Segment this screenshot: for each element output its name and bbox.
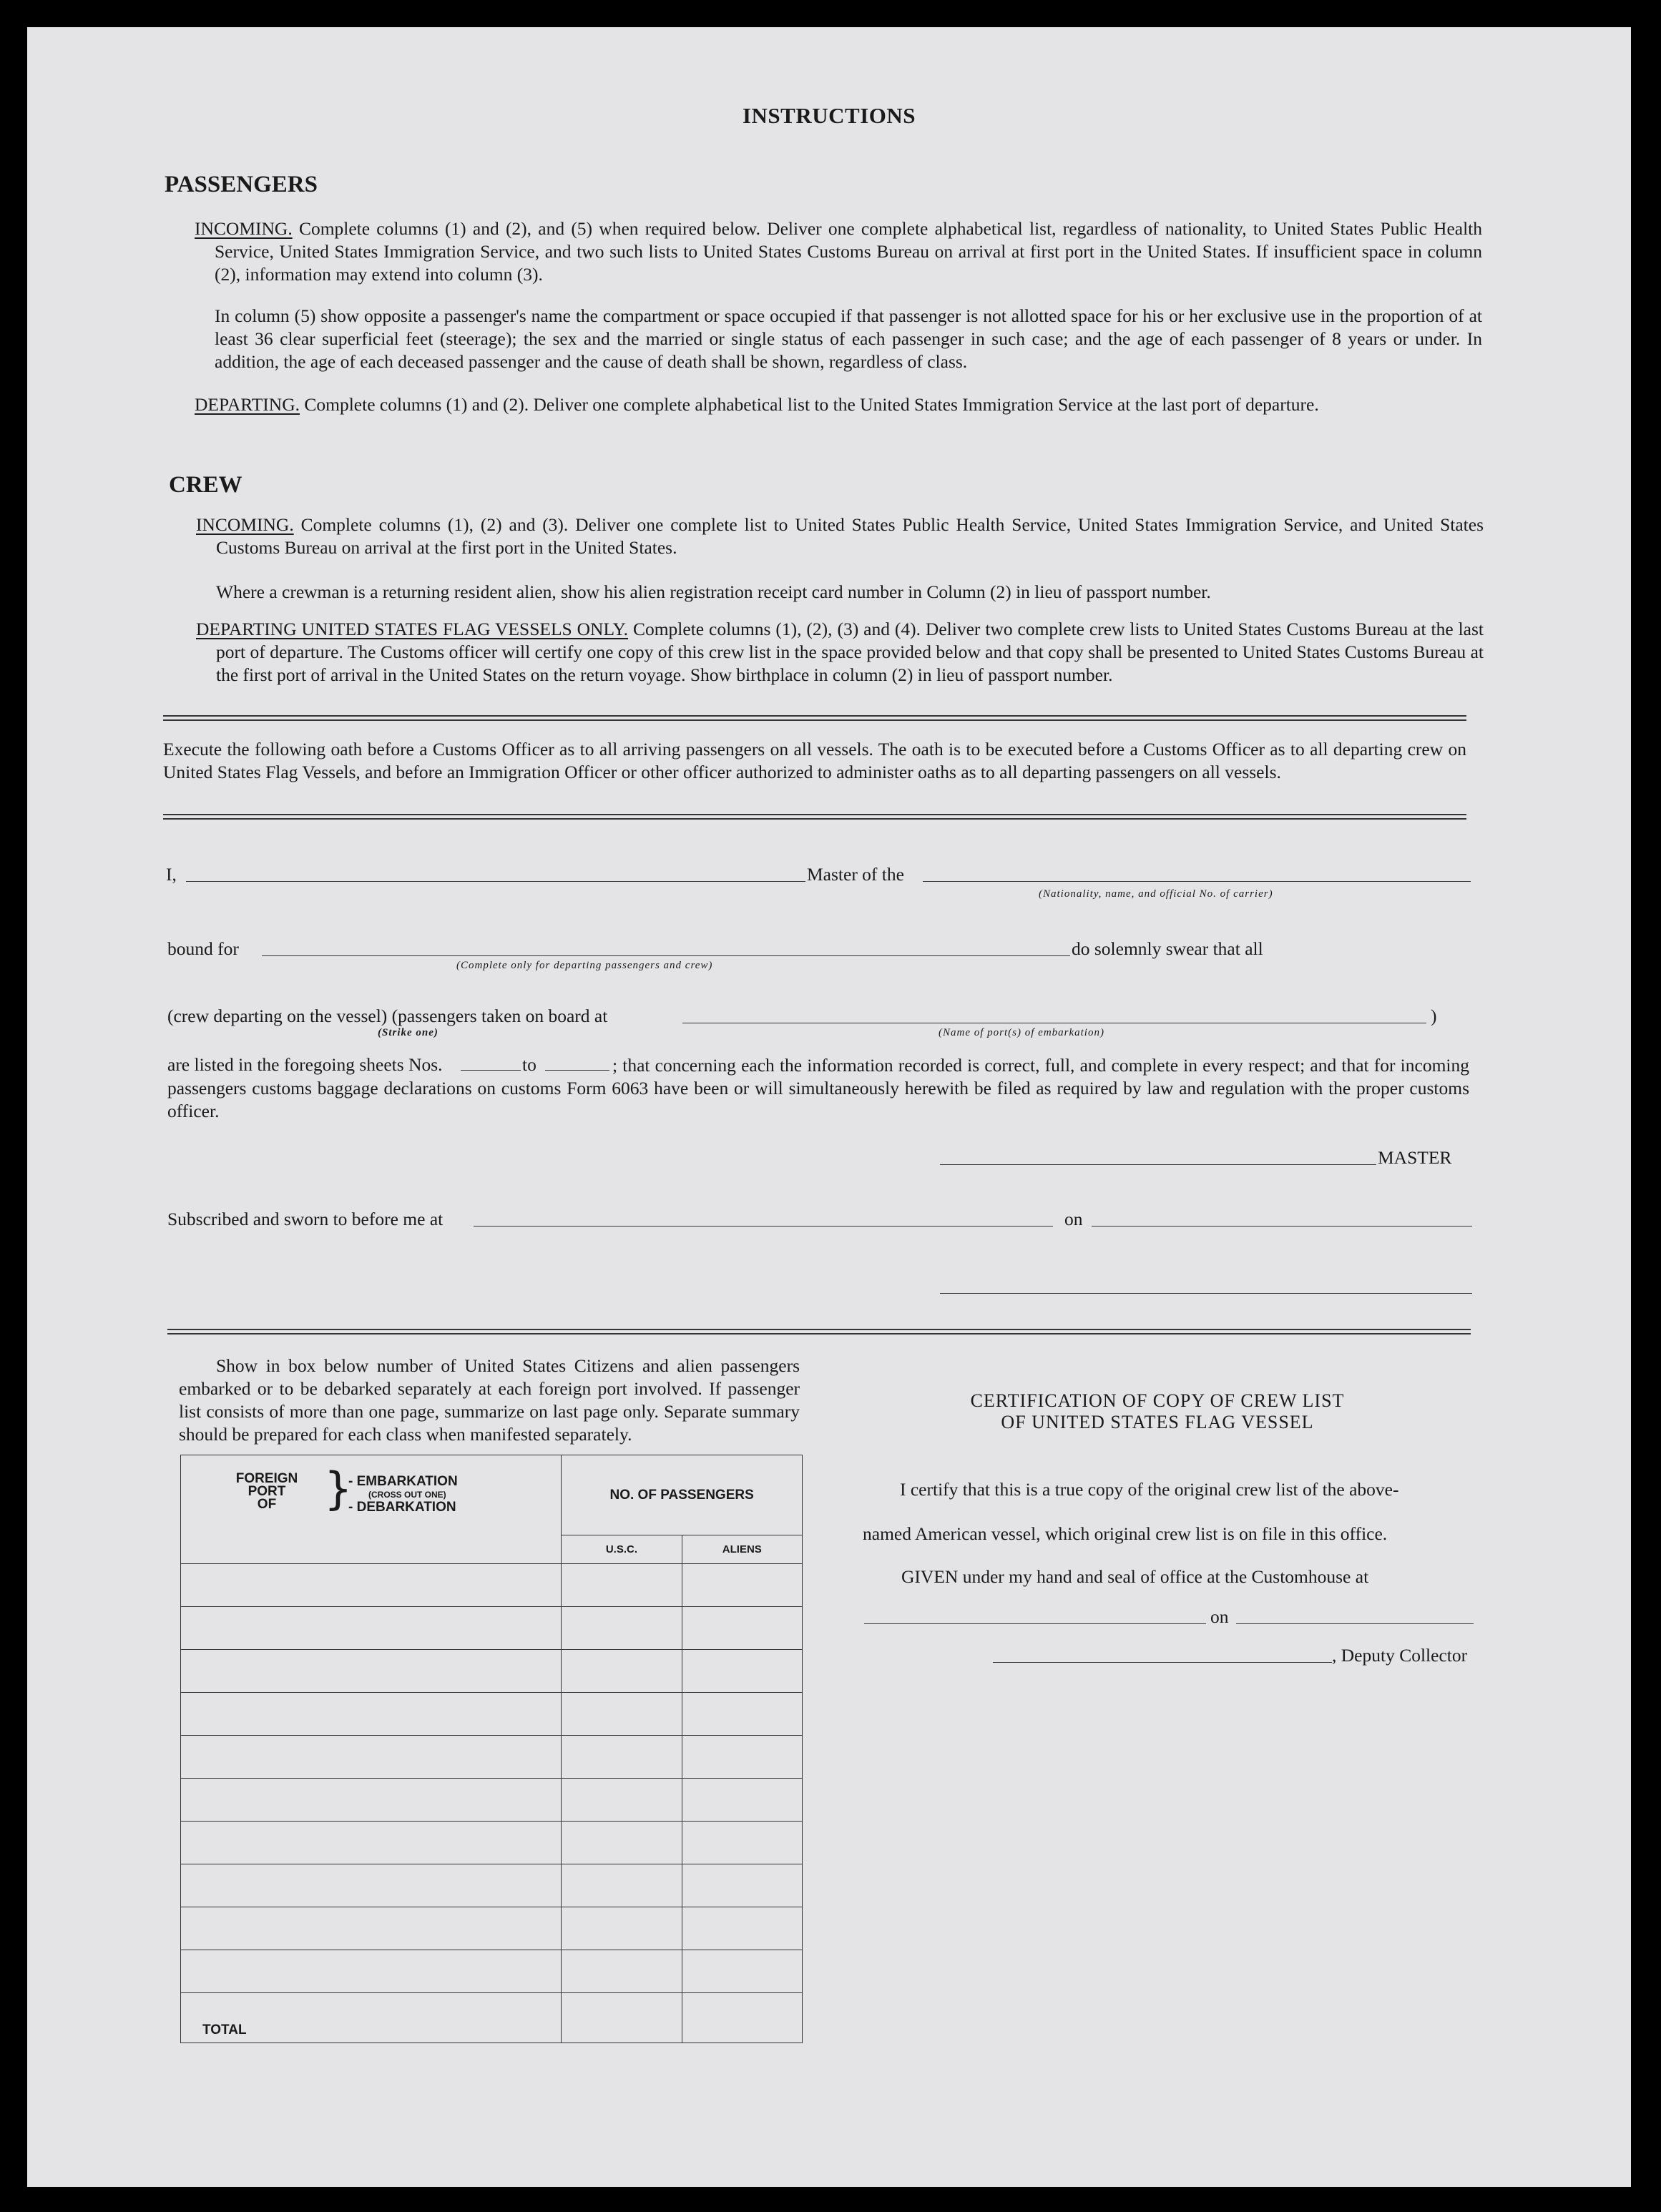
foreign-label: FOREIGN xyxy=(235,1471,298,1486)
crew-alien-paragraph: Where a crewman is a returning resident alien, show his alien registration receipt card number in Column (2) in lieu of passport number. xyxy=(216,581,1211,602)
crew-departing-label: DEPARTING UNITED STATES FLAG VESSELS ONLY. xyxy=(196,619,629,639)
carrier-field[interactable] xyxy=(923,881,1471,882)
certify-line2: named American vessel, which original crew list is on file in this office. xyxy=(863,1523,1388,1544)
cross-out-label: (CROSS OUT ONE) xyxy=(368,1490,446,1500)
oath-bound-for: bound for xyxy=(167,938,239,959)
ports-caption: (Name of port(s) of embarkation) xyxy=(939,1027,1104,1038)
aliens-header: ALIENS xyxy=(682,1535,802,1564)
table-row[interactable] xyxy=(181,1736,803,1779)
table-row[interactable] xyxy=(181,1864,803,1907)
table-row[interactable] xyxy=(181,1822,803,1864)
double-rule xyxy=(163,814,1466,820)
customhouse-field[interactable] xyxy=(864,1623,1206,1624)
given-line: GIVEN under my hand and seal of office at the Customhouse at xyxy=(901,1566,1369,1587)
passenger-summary-table xyxy=(180,1455,803,2043)
passengers-incoming-paragraph xyxy=(195,217,1483,286)
sworn-date-field[interactable] xyxy=(1092,1226,1472,1227)
certification-date-field[interactable] xyxy=(1236,1623,1474,1624)
oath-instructions: Execute the following oath before a Customs Officer as to all arriving passengers on all vessels. The oath is to be executed before a Customs Officer as to all departing crew on United States Flag Vessels, and before an Immigration Officer or other officer authorized to administer oaths as to all departing passengers on all vessels. xyxy=(163,739,1466,782)
oath-sheets-rest xyxy=(167,1054,1469,1123)
oath-i-label: I, xyxy=(166,864,177,885)
table-row[interactable] xyxy=(181,1779,803,1822)
oath-swear: do solemnly swear that all xyxy=(1072,938,1263,959)
oath-close-paren: ) xyxy=(1431,1006,1437,1026)
passengers-departing-text: Complete columns (1) and (2). Deliver one complete alphabetical list to the United States Immigration Service at the last port of departure. xyxy=(304,394,1319,415)
sworn-on-label: on xyxy=(1064,1209,1083,1229)
passengers-departing-paragraph xyxy=(195,393,1482,416)
strike-one-caption: (Strike one) xyxy=(378,1027,438,1038)
master-signature-field[interactable] xyxy=(940,1164,1376,1165)
oath-crew-passengers: (crew departing on the vessel) (passengers taken on board at xyxy=(167,1006,608,1026)
passengers-incoming-label: INCOMING. xyxy=(195,218,293,239)
carrier-caption: (Nationality, name, and official No. of carrier) xyxy=(1039,888,1273,900)
no-passengers-header: NO. OF PASSENGERS xyxy=(562,1455,803,1535)
double-rule xyxy=(167,1329,1471,1334)
usc-header: U.S.C. xyxy=(562,1535,682,1564)
port-header-cell xyxy=(181,1455,562,1564)
table-row[interactable] xyxy=(181,1564,803,1607)
crew-incoming-label: INCOMING. xyxy=(196,514,294,535)
certification-title-line2: OF UNITED STATES FLAG VESSEL xyxy=(1001,1412,1314,1432)
crew-departing-paragraph xyxy=(196,618,1484,687)
oath-sheets-prefix: are listed in the foregoing sheets Nos. xyxy=(167,1054,443,1075)
passengers-column5-paragraph: In column (5) show opposite a passenger's name the compartment or space occupied if that passenger is not allotted space for his or her exclusive use in the proportion of at least 36 clear superficial feet (steerage); the sex and the married or single status of each passenger in such case; and the age of each passenger of 8 years or under. In addition, the age of each deceased passenger and the cause of death shall be shown, regardless of class. xyxy=(215,305,1482,372)
passengers-departing-label: DEPARTING. xyxy=(195,394,300,415)
total-label: TOTAL xyxy=(181,1993,562,2043)
oath-sheets-to: to xyxy=(522,1054,536,1075)
crew-heading: CREW xyxy=(169,472,242,498)
crew-departing-text: Complete columns (1), (2), (3) and (4). Deliver two complete crew lists to United States Customs Bureau at the last port of departure. The Customs officer will certify one copy of this crew list in the space provided below and that copy shall be presented to United States Customs Bureau at the first port of arrival in the United States on the return voyage. Show birthplace in column (2) in lieu of passport number. xyxy=(216,619,1484,685)
crew-incoming-text: Complete columns (1), (2) and (3). Deliver one complete list to United States Public Health Service, United States Immigration Service, and United States Customs Bureau on arrival at the first port in the United States. xyxy=(216,514,1484,558)
table-row[interactable] xyxy=(181,1693,803,1736)
oath-sheets-rest-text: ; that concerning each the information recorded is correct, full, and complete in every respect; and that for incoming passengers customs baggage declarations on customs Form 6063 have been or will simultaneously herewith be filed as required by law and regulation with the proper customs officer. xyxy=(167,1055,1469,1121)
document-page xyxy=(27,27,1631,2187)
officer-signature-field[interactable] xyxy=(940,1293,1472,1294)
brace-glyph: } xyxy=(324,1463,353,1515)
deputy-collector-label: , Deputy Collector xyxy=(1332,1645,1468,1666)
oath-master-of: Master of the xyxy=(807,864,904,885)
table-row[interactable] xyxy=(181,1950,803,1993)
table-row[interactable] xyxy=(181,1607,803,1650)
certification-title-line1: CERTIFICATION OF COPY OF CREW LIST xyxy=(970,1390,1345,1411)
embarkation-label: - EMBARKATION xyxy=(348,1474,458,1489)
summary-instructions: Show in box below number of United States Citizens and alien passengers embarked or to be debarked separately at each foreign port involved. If passenger list consists of more than one page, summarize on last page only. Separate summary should be prepared for each class when manifested separately. xyxy=(179,1355,800,1445)
foreign-port-of-label xyxy=(224,1473,310,1511)
port-label: PORT xyxy=(248,1484,286,1499)
deputy-signature-field[interactable] xyxy=(993,1662,1332,1663)
subscribed-label: Subscribed and sworn to before me at xyxy=(167,1209,444,1229)
page-title: INSTRUCTIONS xyxy=(742,103,916,128)
master-label: MASTER xyxy=(1378,1147,1452,1168)
debarkation-label: - DEBARKATION xyxy=(348,1500,456,1515)
passengers-heading: PASSENGERS xyxy=(165,172,318,197)
master-name-field[interactable] xyxy=(186,881,805,882)
crew-incoming-paragraph xyxy=(196,513,1484,559)
bound-for-field[interactable] xyxy=(262,955,1070,956)
bound-for-caption: (Complete only for departing passengers and crew) xyxy=(456,960,713,971)
total-row[interactable] xyxy=(181,1993,803,2043)
double-rule xyxy=(163,715,1466,721)
passengers-incoming-text: Complete columns (1) and (2), and (5) when required below. Deliver one complete alphabetical list, regardless of nationality, to United States Public Health Service, United States Immigration Service, and two such lists to United States Customs Bureau on arrival at first port in the United States. If insufficient space in column (2), information may extend into column (3). xyxy=(215,218,1483,285)
table-row[interactable] xyxy=(181,1907,803,1950)
certification-on-label: on xyxy=(1210,1606,1229,1627)
certify-line1: I certify that this is a true copy of the original crew list of the above- xyxy=(900,1479,1399,1500)
sworn-place-field[interactable] xyxy=(474,1226,1053,1227)
of-label: OF xyxy=(257,1497,277,1512)
table-row[interactable] xyxy=(181,1650,803,1693)
